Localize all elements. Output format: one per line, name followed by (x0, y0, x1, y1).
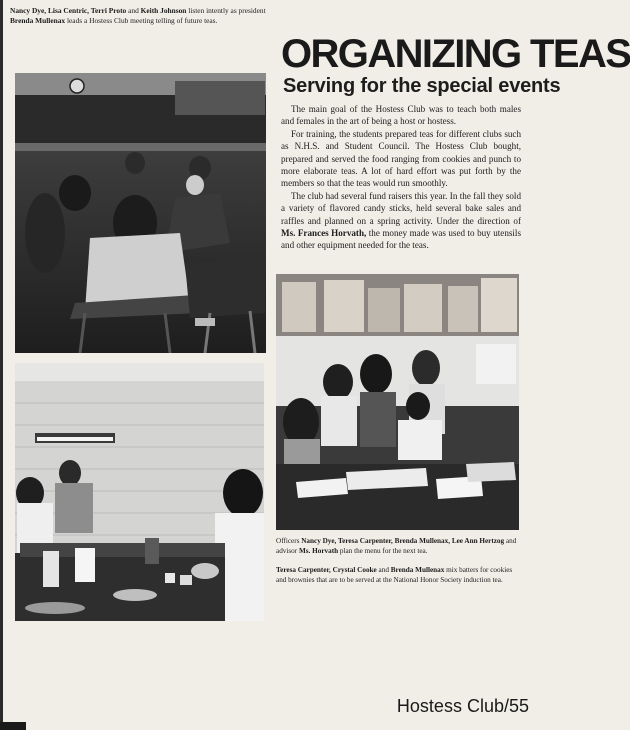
binding-corner (0, 722, 26, 730)
page-subheadline: Serving for the special events (283, 75, 561, 97)
advisor-name: Ms. Frances Horvath, (281, 228, 367, 239)
photo-club-meeting (15, 73, 266, 353)
article-paragraph: The main goal of the Hostess Club was to teach both males and females in the art of being a host or hostess. (281, 104, 521, 127)
caption-text: plan the menu for the next tea. (338, 547, 428, 555)
photo-officers-planning (276, 274, 519, 530)
article-paragraph: For training, the students prepared teas for different clubs such as N.H.S. and Student Council. The Hostess Club bought, prepared and served the food ranging from cookies and punch to more elaborate teas. A lot of hard effort was put forth by the members so that the teas would run smoothly. (281, 128, 521, 189)
caption-text: and (126, 6, 141, 15)
article-paragraph (281, 190, 521, 252)
caption-text: listen intently as president (186, 6, 266, 15)
page-headline: ORGANIZING TEAS (281, 32, 630, 76)
caption-names: Nancy Dye, Lisa Centric, Terri Proto (10, 6, 127, 15)
page-folio: Hostess Club/55 (396, 696, 529, 716)
caption-names: Brenda Mullenax (390, 566, 445, 574)
photo-caption-planning (276, 536, 520, 556)
photo-mixing-batters (15, 363, 264, 621)
caption-names: Teresa Carpenter, Crystal Cooke (276, 566, 377, 574)
caption-text: and advisor (276, 537, 517, 555)
binding-edge (0, 0, 3, 730)
photo-caption-kitchen (276, 565, 520, 585)
paragraph-text: the money made was used to buy utensils and other equipment needed for the teas. (281, 228, 521, 251)
article-body (281, 103, 521, 252)
caption-text: Officers (276, 537, 302, 545)
caption-text: leads a Hostess Club meeting telling of future teas. (65, 16, 218, 25)
caption-names: Nancy Dye, Teresa Carpenter, Brenda Mullenax, Lee Ann Hertzog (301, 537, 505, 545)
caption-names: Brenda Mullenax (10, 16, 66, 25)
caption-text: mix batters for cookies and brownies that are to be served at the National Honor Society induction tea. (276, 566, 513, 584)
caption-names: Keith Johnson (140, 6, 187, 15)
paragraph-text: The club had several fund raisers this year. In the fall they sold a variety of flavored candy sticks, held several bake sales and raffles and planned on a spring activity. Under the direction of (281, 190, 521, 226)
caption-names: Ms. Horvath (298, 547, 339, 555)
photo-caption-meeting (10, 6, 272, 26)
caption-text: and (376, 566, 391, 574)
